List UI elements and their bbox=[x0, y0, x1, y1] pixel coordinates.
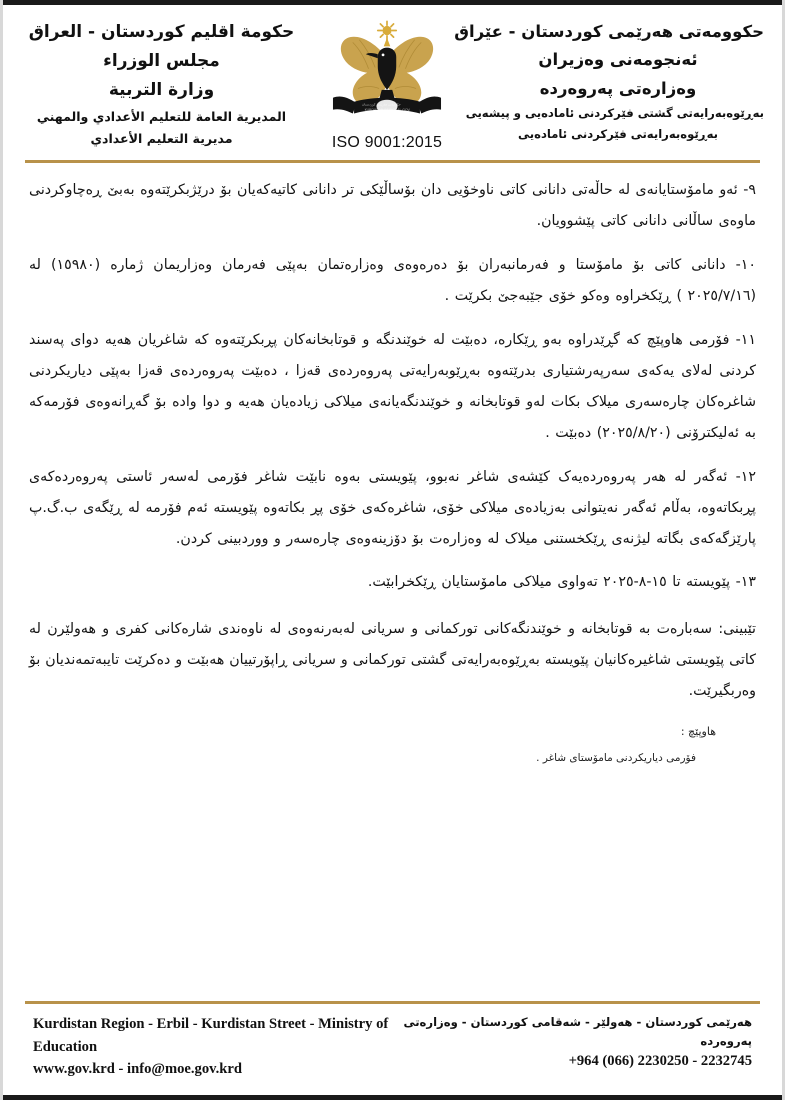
kurdish-line-directorate-general: بەڕێوەبەرایەتی گشتی فێرکردنی ئامادەیی و پیشەیی bbox=[465, 106, 764, 121]
kurdistan-eagle-emblem-icon bbox=[321, 20, 453, 132]
kurdish-line-government: حکوومەتی هەرێمی کوردستان - عێراق bbox=[454, 22, 764, 41]
document-note: تێبینی: سەبارەت بە قوتابخانە و خوێندنگەکانی تورکمانی و سریانی لەبەرنەوەی لە ناوەندی شارەکانی کفری و هەولێرن لە کاتی پێویستی شاغیرەکانیان پێویستە بەڕێوەبەرایەتی گشتی تورکمانی و سریانی ڕاپۆرتییان هەبێت و دەکرێت تایبەتمەندیان بۆ وەربگیرێت. bbox=[29, 621, 756, 700]
svg-text:حكومةتى هةريَمى كوردستان: حكومةتى هةريَمى كوردستان bbox=[361, 102, 401, 107]
footer-divider-rule bbox=[25, 1001, 760, 1004]
clause-item-12: ١٢- ئەگەر لە هەر پەروەردەیەک کێشەی شاغر نەبوو، پێویستی بەوە نابێت شاغر فۆرمی لەسەر ئاستی پەروەردەکەی پڕبکاتەوە، بەڵام ئەگەر نەیتوانی بەزیادەی میلاکی خۆی، شاغرەکەی خۆی پڕ بکاتەوە پێویستە ئەم فۆرمە لە ڕێگەی ب.گ.پ پارێزگەکەی بگاتە لیژنەی ڕێکخستنی میلاک لە وەزارەت بۆ دۆزینەوەی چارەسەر و ووردبینی کردن. bbox=[29, 468, 756, 547]
footer-web-en[interactable]: www.gov.krd - info@moe.gov.krd bbox=[33, 1061, 242, 1078]
letterhead bbox=[3, 0, 782, 156]
footer-english-block bbox=[33, 1013, 401, 1081]
kurdish-line-directorate: بەڕێوەبەرایەتی فێرکردنی ئامادەیی bbox=[518, 126, 718, 141]
iso-certification-label: ISO 9001:2015 bbox=[331, 134, 443, 151]
eagle-eye bbox=[382, 54, 385, 57]
footer-kurdish-block bbox=[401, 1013, 752, 1073]
arabic-line-directorate: مديرية التعليم الأعدادي bbox=[90, 131, 233, 147]
document-body bbox=[3, 163, 782, 764]
attachment-item: فۆرمی دیاریکردنی مامۆستای شاغر . bbox=[536, 752, 696, 765]
footer-address-ku: هەرێمی کوردستان - هەولێر - شەقامی کوردستان - وەزارەتی پەروەردە bbox=[403, 1015, 752, 1048]
sun-icon bbox=[378, 21, 396, 46]
clause-item-9: ٩- ئەو مامۆستایانەی لە حاڵەتی دانانی کاتی ناوخۆیی دان بۆساڵێکی تر دانانی کاتیەکەیان بۆ درێژبکرێتەوە بەبێ ڕەچاوکردنی ماوەی ساڵانی دانانی کاتی پێشوویان. bbox=[29, 182, 756, 229]
kurdish-line-council: ئەنجومەنی وەزیران bbox=[538, 50, 698, 70]
svg-text:KURDISTAN REGIONAL GOV.: KURDISTAN REGIONAL GOV. bbox=[364, 107, 411, 112]
emblem-ribbon bbox=[333, 97, 441, 114]
arabic-line-directorate-general: المديرية العامة للتعليم الأعدادي والمهني bbox=[36, 108, 287, 124]
footer-address-en: Kurdistan Region - Erbil - Kurdistan Street - Ministry of Education bbox=[33, 1016, 389, 1055]
footer-phone: +964 (066) 2230250 - 2232745 bbox=[568, 1053, 752, 1070]
attachment-label: هاوپێچ : bbox=[680, 725, 716, 739]
arabic-line-government: حكومة اقليم كوردستان - العراق bbox=[28, 22, 295, 42]
clause-item-10: ١٠- دانانی کاتی بۆ مامۆستا و فەرمانبەران بۆ دەرەوەی وەزارەتمان بەپێی فەرمان وەزاریمان ژماره (١٥٩٨٠) لە (٢٠٢٥/٧/١٦ ) ڕێکخراوە وەکو خۆی جێبەجێ بکرێت . bbox=[29, 256, 756, 304]
clause-item-13: ١٣- پێویستە تا ١٥-٨-٢٠٢٥ تەواوی میلاکی مامۆستایان ڕێکخرابێت. bbox=[367, 574, 756, 591]
letterhead-kurdish-block bbox=[454, 14, 764, 144]
arabic-line-ministry: وزارة التربية bbox=[108, 80, 215, 101]
emblem-block bbox=[302, 14, 472, 152]
kurdish-line-ministry: وەزارەتی پەروەردە bbox=[539, 78, 697, 98]
arabic-line-council: مجلس الوزراء bbox=[103, 51, 220, 72]
document-footer bbox=[3, 1001, 782, 1095]
clause-item-11: ١١- فۆرمی هاوپێچ کە گڕێدراوە بەو ڕێکاره، دەبێت لە خوێندنگە و قوتابخانەکان پڕبکرێتەوە کە شاغریان هەیە دوای پەسند کردنی لەلای یەکەی سەرپەرشتیاری بدرێتەوە بەڕێوبەرایەتی پەروەردەی قەزا ، دەبێت پەروەردەی قەزا بەپێی دیاریکردنی شاغرەکان چارەسەری میلاک بکات لەو قوتابخانە و خوێندنگەیانەی میلاکی زیادەیان هەیە و دوا واده بۆ گەڕانەوەی فۆرمەکە بە ئەلیکترۆنی (٢٠٢٥/٨/٢٠) دەبێت . bbox=[29, 331, 756, 441]
letterhead-arabic-block bbox=[21, 14, 302, 151]
